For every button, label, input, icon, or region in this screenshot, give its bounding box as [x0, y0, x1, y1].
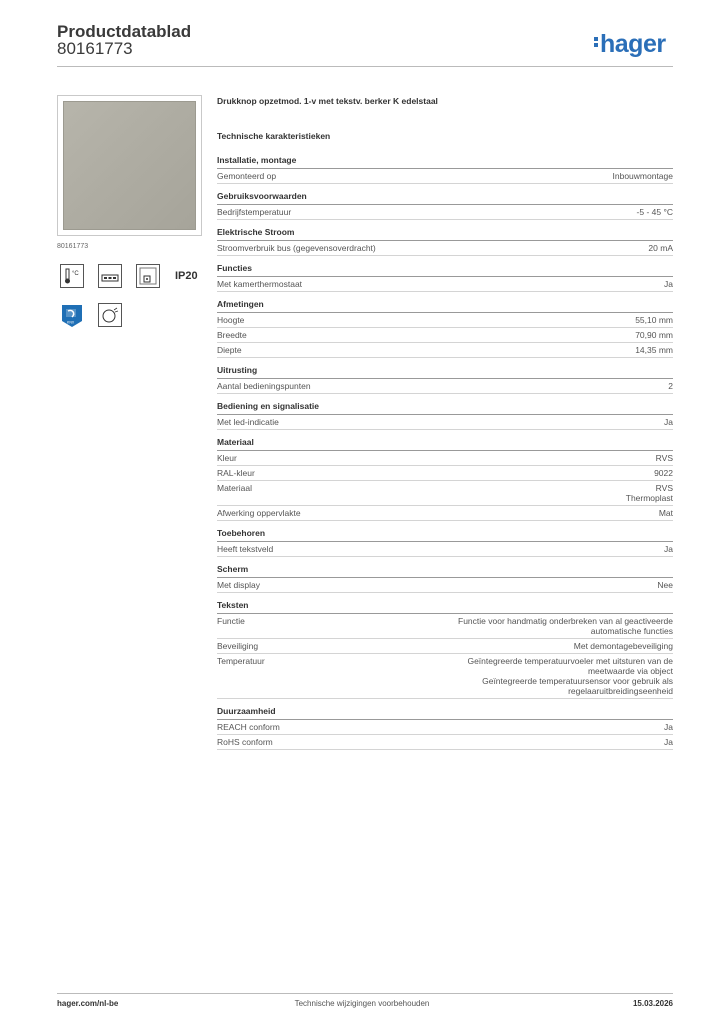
spec-section-title: Scherm [217, 564, 673, 578]
spec-label: Hoogte [217, 315, 245, 325]
spec-row [217, 451, 673, 466]
spec-label: Stroomverbruik bus (gegevensoverdracht) [217, 243, 376, 253]
spec-label: Diepte [217, 345, 242, 355]
svg-text:KNX: KNX [67, 320, 75, 325]
spec-section [217, 600, 673, 699]
product-number: 80161773 [57, 39, 133, 58]
spec-label: Materiaal [217, 483, 252, 493]
spec-row [217, 614, 673, 639]
logo-text: hager [600, 30, 666, 58]
spec-section-title: Toebehoren [217, 528, 673, 542]
spec-value: Geïntegreerde temperatuurvoeler met uitsturen van de meetwaarde via object Geïntegreerde temperatuursensor voor gebruik als regelaaruitbreidingseenheid [467, 656, 673, 696]
spec-table [217, 155, 673, 757]
spec-row [217, 379, 673, 394]
spec-row [217, 542, 673, 557]
spec-section [217, 401, 673, 430]
spec-section [217, 191, 673, 220]
footer-divider [57, 993, 673, 994]
spec-value: RVS Thermoplast [625, 483, 673, 503]
footer-date: 15.03.2026 [632, 999, 673, 1008]
product-description: Drukknop opzetmod. 1-v met tekstv. berker K edelstaal [217, 96, 438, 106]
spec-value: Mat [658, 508, 673, 518]
spec-row [217, 720, 673, 735]
spec-row [217, 654, 673, 699]
spec-label: Temperatuur [217, 656, 265, 666]
spec-label: Met display [217, 580, 260, 590]
spec-row [217, 205, 673, 220]
spec-value: -5 - 45 °C [636, 207, 673, 217]
surface-mount-icon [136, 264, 160, 288]
spec-value: Ja [664, 544, 673, 554]
spec-section [217, 155, 673, 184]
spec-value: Met demontagebeveiliging [573, 641, 673, 651]
spec-row [217, 578, 673, 593]
led-ring-icon [98, 303, 122, 327]
spec-row [217, 466, 673, 481]
spec-label: Aantal bedieningspunten [217, 381, 311, 391]
temperature-icon [60, 264, 84, 288]
spec-value: 20 mA [648, 243, 673, 253]
spec-section [217, 365, 673, 394]
spec-row [217, 313, 673, 328]
spec-value: 9022 [654, 468, 673, 478]
spec-label: Functie [217, 616, 245, 626]
header-divider [57, 66, 673, 67]
spec-value: 55,10 mm [635, 315, 673, 325]
spec-section-title: Uitrusting [217, 365, 673, 379]
spec-label: Heeft tekstveld [217, 544, 274, 554]
spec-value: Nee [657, 580, 673, 590]
product-plate [63, 101, 196, 230]
svg-text:°C: °C [72, 271, 79, 277]
spec-section [217, 706, 673, 750]
spec-label: Met led-indicatie [217, 417, 279, 427]
spec-row [217, 415, 673, 430]
spec-label: Gemonteerd op [217, 171, 277, 181]
spec-label: Kleur [217, 453, 237, 463]
knx-icon [60, 303, 84, 327]
spec-section-title: Bediening en signalisatie [217, 401, 673, 415]
spec-section [217, 528, 673, 557]
spec-label: Bedrijfstemperatuur [217, 207, 292, 217]
spec-value: 70,90 mm [635, 330, 673, 340]
spec-section [217, 564, 673, 593]
spec-label: Afwerking oppervlakte [217, 508, 301, 518]
spec-row [217, 277, 673, 292]
spec-section [217, 263, 673, 292]
spec-value: Ja [664, 737, 673, 747]
spec-value: RVS [655, 453, 673, 463]
spec-section-title: Gebruiksvoorwaarden [217, 191, 673, 205]
page-title: Productdatablad [57, 22, 192, 41]
spec-row [217, 639, 673, 654]
ip20-icon: IP20 [175, 270, 198, 282]
spec-section-title: Afmetingen [217, 299, 673, 313]
spec-row [217, 506, 673, 521]
spec-value: Ja [664, 417, 673, 427]
spec-row [217, 343, 673, 358]
spec-section [217, 437, 673, 521]
spec-label: RoHS conform [217, 737, 273, 747]
spec-row [217, 169, 673, 184]
spec-value: 14,35 mm [635, 345, 673, 355]
spec-section-title: Materiaal [217, 437, 673, 451]
spec-row [217, 481, 673, 506]
spec-section-title: Functies [217, 263, 673, 277]
product-image [57, 95, 202, 236]
spec-label: Breedte [217, 330, 247, 340]
spec-label: Beveiliging [217, 641, 259, 651]
spec-row [217, 328, 673, 343]
spec-section-title: Installatie, montage [217, 155, 673, 169]
spec-value: Ja [664, 279, 673, 289]
footer-disclaimer: Technische wijzigingen voorbehouden [294, 999, 430, 1008]
spec-section [217, 299, 673, 358]
footer-website: hager.com/nl-be [57, 999, 119, 1008]
hager-logo [594, 30, 666, 59]
spec-label: REACH conform [217, 722, 280, 732]
spec-value: 2 [668, 381, 673, 391]
product-image-caption: 80161773 [57, 243, 89, 250]
spec-label: RAL-kleur [217, 468, 255, 478]
section-heading-technical: Technische karakteristieken [217, 131, 331, 141]
spec-value: Ja [664, 722, 673, 732]
display-icon [98, 264, 122, 288]
spec-section-title: Teksten [217, 600, 673, 614]
spec-section [217, 227, 673, 256]
spec-label: Met kamerthermostaat [217, 279, 303, 289]
spec-section-title: Duurzaamheid [217, 706, 673, 720]
logo-dots-icon [594, 37, 598, 49]
spec-value: Inbouwmontage [612, 171, 673, 181]
spec-row [217, 735, 673, 750]
spec-row [217, 241, 673, 256]
spec-value: Functie voor handmatig onderbreken van al geactiveerde automatische functies [458, 616, 673, 636]
spec-section-title: Elektrische Stroom [217, 227, 673, 241]
